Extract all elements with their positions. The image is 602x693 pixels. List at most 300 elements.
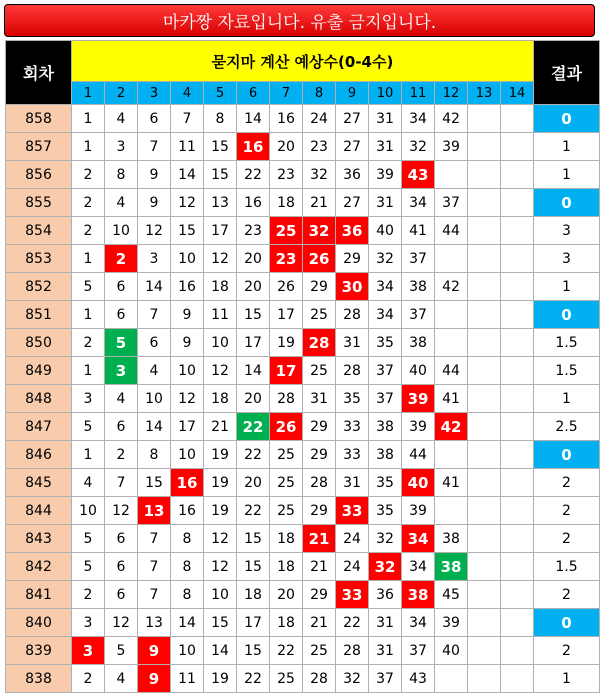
- number-cell: 5: [72, 553, 105, 581]
- number-cell: 17: [270, 301, 303, 329]
- number-cell: 39: [402, 413, 435, 441]
- number-cell: 41: [435, 385, 468, 413]
- result-cell: 3: [534, 245, 600, 273]
- result-cell: 1: [534, 385, 600, 413]
- number-cell: [501, 385, 534, 413]
- number-cell: 7: [138, 133, 171, 161]
- round-cell: 856: [6, 161, 72, 189]
- number-cell: 33: [336, 581, 369, 609]
- number-cell: 43: [402, 161, 435, 189]
- column-number-header: 4: [171, 82, 204, 105]
- number-cell: 37: [402, 245, 435, 273]
- number-cell: 36: [336, 217, 369, 245]
- table-row: [6, 581, 600, 609]
- number-cell: 39: [402, 497, 435, 525]
- number-cell: [468, 413, 501, 441]
- column-number-header: 7: [270, 82, 303, 105]
- number-cell: 3: [72, 385, 105, 413]
- number-cell: 2: [105, 441, 138, 469]
- number-cell: 25: [270, 469, 303, 497]
- number-cell: 41: [435, 469, 468, 497]
- number-cell: 32: [303, 161, 336, 189]
- round-cell: 852: [6, 273, 72, 301]
- number-cell: 5: [105, 637, 138, 665]
- number-cell: 40: [402, 357, 435, 385]
- column-number-header: 11: [402, 82, 435, 105]
- result-cell: 1: [534, 161, 600, 189]
- number-cell: 14: [204, 637, 237, 665]
- number-cell: 17: [204, 217, 237, 245]
- number-cell: [501, 665, 534, 693]
- number-cell: [468, 553, 501, 581]
- number-cell: 16: [171, 469, 204, 497]
- number-cell: 15: [171, 217, 204, 245]
- number-cell: 9: [138, 189, 171, 217]
- number-cell: 12: [204, 245, 237, 273]
- number-cell: 30: [336, 273, 369, 301]
- number-cell: 6: [138, 105, 171, 133]
- number-cell: 21: [204, 413, 237, 441]
- column-number-header: 5: [204, 82, 237, 105]
- result-cell: 0: [534, 609, 600, 637]
- number-cell: 38: [402, 581, 435, 609]
- table-row: [6, 329, 600, 357]
- table-row: [6, 105, 600, 133]
- number-cell: 18: [204, 385, 237, 413]
- number-cell: [435, 161, 468, 189]
- number-cell: [501, 553, 534, 581]
- number-cell: 31: [369, 133, 402, 161]
- number-cell: 21: [303, 189, 336, 217]
- round-cell: 839: [6, 637, 72, 665]
- number-cell: 33: [336, 497, 369, 525]
- number-cell: 2: [72, 217, 105, 245]
- number-cell: 34: [369, 273, 402, 301]
- number-cell: 32: [336, 665, 369, 693]
- number-cell: 22: [237, 665, 270, 693]
- number-cell: [435, 665, 468, 693]
- number-cell: 15: [237, 525, 270, 553]
- number-cell: 25: [303, 301, 336, 329]
- number-cell: 27: [336, 189, 369, 217]
- result-cell: 2: [534, 469, 600, 497]
- round-cell: 841: [6, 581, 72, 609]
- number-cell: 19: [270, 329, 303, 357]
- number-cell: 10: [171, 441, 204, 469]
- number-cell: 23: [270, 161, 303, 189]
- number-cell: [501, 581, 534, 609]
- number-cell: 6: [105, 301, 138, 329]
- number-cell: 18: [237, 581, 270, 609]
- number-cell: [468, 301, 501, 329]
- number-cell: 10: [171, 357, 204, 385]
- number-cell: 29: [303, 581, 336, 609]
- number-cell: 39: [435, 133, 468, 161]
- number-cell: 23: [303, 133, 336, 161]
- number-cell: 35: [369, 497, 402, 525]
- number-cell: 19: [204, 469, 237, 497]
- prediction-table: [5, 40, 600, 693]
- number-cell: 20: [270, 581, 303, 609]
- table-row: [6, 413, 600, 441]
- number-cell: 25: [303, 637, 336, 665]
- number-cell: [468, 357, 501, 385]
- number-cell: 8: [171, 525, 204, 553]
- column-number-header: 10: [369, 82, 402, 105]
- number-cell: 17: [237, 329, 270, 357]
- number-cell: 37: [369, 665, 402, 693]
- number-cell: 15: [237, 637, 270, 665]
- number-cell: 32: [369, 525, 402, 553]
- number-cell: [468, 469, 501, 497]
- number-cell: [435, 301, 468, 329]
- number-cell: 38: [435, 525, 468, 553]
- number-cell: 4: [72, 469, 105, 497]
- number-cell: 37: [435, 189, 468, 217]
- round-cell: 855: [6, 189, 72, 217]
- number-cell: 20: [237, 385, 270, 413]
- round-cell: 857: [6, 133, 72, 161]
- round-cell: 853: [6, 245, 72, 273]
- number-cell: 34: [402, 525, 435, 553]
- number-cell: 8: [204, 105, 237, 133]
- number-cell: 37: [369, 385, 402, 413]
- number-cell: 2: [72, 189, 105, 217]
- number-cell: 44: [435, 217, 468, 245]
- round-cell: 851: [6, 301, 72, 329]
- number-cell: 5: [72, 273, 105, 301]
- title-banner: 마카짱 자료입니다. 유출 금지입니다.: [4, 4, 595, 37]
- number-cell: 5: [72, 413, 105, 441]
- round-cell: 848: [6, 385, 72, 413]
- number-cell: [501, 525, 534, 553]
- number-cell: 17: [237, 609, 270, 637]
- number-cell: 8: [171, 581, 204, 609]
- number-cell: 5: [105, 329, 138, 357]
- number-cell: 18: [270, 609, 303, 637]
- number-cell: 28: [303, 469, 336, 497]
- number-cell: 2: [72, 581, 105, 609]
- number-cell: 9: [171, 301, 204, 329]
- number-cell: 35: [336, 385, 369, 413]
- number-cell: 32: [369, 553, 402, 581]
- number-cell: 22: [237, 497, 270, 525]
- number-cell: [468, 161, 501, 189]
- result-cell: 0: [534, 105, 600, 133]
- number-cell: 38: [402, 329, 435, 357]
- round-cell: 850: [6, 329, 72, 357]
- number-cell: [468, 133, 501, 161]
- number-cell: 28: [336, 357, 369, 385]
- number-cell: 16: [171, 497, 204, 525]
- number-cell: 1: [72, 441, 105, 469]
- number-cell: 8: [105, 161, 138, 189]
- number-cell: 19: [204, 441, 237, 469]
- number-cell: 7: [138, 525, 171, 553]
- number-cell: 7: [171, 105, 204, 133]
- number-cell: 21: [303, 609, 336, 637]
- number-cell: 27: [336, 133, 369, 161]
- number-cell: 42: [435, 273, 468, 301]
- number-cell: 10: [171, 245, 204, 273]
- number-cell: [468, 273, 501, 301]
- number-cell: 19: [204, 665, 237, 693]
- number-cell: 14: [138, 273, 171, 301]
- number-cell: [501, 329, 534, 357]
- number-cell: 23: [237, 217, 270, 245]
- number-cell: [501, 273, 534, 301]
- number-cell: [501, 217, 534, 245]
- table-row: [6, 245, 600, 273]
- number-cell: [501, 357, 534, 385]
- result-cell: 1: [534, 665, 600, 693]
- table-row: [6, 385, 600, 413]
- number-cell: 6: [105, 273, 138, 301]
- number-cell: 19: [204, 497, 237, 525]
- number-cell: 28: [303, 329, 336, 357]
- number-cell: 6: [105, 581, 138, 609]
- number-cell: 42: [435, 413, 468, 441]
- number-cell: 12: [171, 385, 204, 413]
- number-cell: 29: [303, 497, 336, 525]
- number-cell: 18: [270, 553, 303, 581]
- result-cell: 2.5: [534, 413, 600, 441]
- number-cell: 29: [303, 441, 336, 469]
- result-cell: 2: [534, 637, 600, 665]
- number-cell: 12: [204, 525, 237, 553]
- number-cell: 13: [138, 497, 171, 525]
- number-cell: [501, 301, 534, 329]
- number-cell: [501, 245, 534, 273]
- number-cell: 34: [402, 189, 435, 217]
- number-cell: [501, 413, 534, 441]
- number-cell: 18: [270, 525, 303, 553]
- number-cell: 15: [237, 553, 270, 581]
- number-cell: 4: [105, 105, 138, 133]
- number-cell: 31: [369, 189, 402, 217]
- number-cell: 45: [435, 581, 468, 609]
- number-cell: 7: [138, 553, 171, 581]
- number-cell: 23: [270, 245, 303, 273]
- column-number-header: 9: [336, 82, 369, 105]
- number-cell: 18: [270, 189, 303, 217]
- number-cell: 28: [270, 385, 303, 413]
- number-cell: 25: [303, 357, 336, 385]
- number-cell: 1: [72, 301, 105, 329]
- table-row: [6, 273, 600, 301]
- number-cell: [468, 581, 501, 609]
- round-cell: 854: [6, 217, 72, 245]
- round-cell: 849: [6, 357, 72, 385]
- number-cell: [468, 245, 501, 273]
- number-cell: [468, 441, 501, 469]
- number-cell: [468, 105, 501, 133]
- table-body: [6, 105, 600, 693]
- number-cell: [468, 497, 501, 525]
- number-cell: [468, 329, 501, 357]
- number-cell: 1: [72, 105, 105, 133]
- number-cell: 7: [105, 469, 138, 497]
- number-cell: 10: [105, 217, 138, 245]
- number-cell: 29: [303, 273, 336, 301]
- number-cell: 20: [237, 469, 270, 497]
- number-cell: 32: [303, 217, 336, 245]
- column-number-header: 14: [501, 82, 534, 105]
- number-cell: 38: [402, 273, 435, 301]
- number-cell: 8: [138, 441, 171, 469]
- number-cell: 16: [171, 273, 204, 301]
- table-row: [6, 497, 600, 525]
- number-cell: 10: [171, 637, 204, 665]
- number-cell: [501, 105, 534, 133]
- number-cell: 14: [138, 413, 171, 441]
- number-cell: 26: [303, 245, 336, 273]
- round-cell: 838: [6, 665, 72, 693]
- number-cell: 31: [369, 637, 402, 665]
- number-cell: [468, 637, 501, 665]
- number-cell: 14: [171, 609, 204, 637]
- table-row: [6, 133, 600, 161]
- result-cell: 1: [534, 273, 600, 301]
- number-cell: 38: [435, 553, 468, 581]
- number-cell: [468, 217, 501, 245]
- number-cell: 6: [105, 553, 138, 581]
- number-cell: 28: [303, 665, 336, 693]
- number-cell: 44: [402, 441, 435, 469]
- number-cell: [435, 245, 468, 273]
- number-cell: 29: [303, 413, 336, 441]
- number-cell: 14: [237, 105, 270, 133]
- number-cell: 25: [270, 217, 303, 245]
- number-cell: 31: [303, 385, 336, 413]
- number-cell: 35: [369, 329, 402, 357]
- table-row: [6, 441, 600, 469]
- column-number-header: 1: [72, 82, 105, 105]
- number-cell: 1: [72, 133, 105, 161]
- number-cell: 31: [369, 609, 402, 637]
- number-cell: 24: [336, 553, 369, 581]
- number-cell: 12: [105, 497, 138, 525]
- round-cell: 845: [6, 469, 72, 497]
- number-cell: [501, 133, 534, 161]
- number-cell: 33: [336, 413, 369, 441]
- number-cell: 41: [402, 217, 435, 245]
- number-cell: 17: [270, 357, 303, 385]
- number-cell: 12: [171, 189, 204, 217]
- number-cell: 3: [72, 609, 105, 637]
- number-cell: 3: [105, 133, 138, 161]
- number-cell: 13: [204, 189, 237, 217]
- number-cell: [468, 189, 501, 217]
- column-number-header: 2: [105, 82, 138, 105]
- number-cell: 8: [171, 553, 204, 581]
- table-row: [6, 609, 600, 637]
- number-cell: 16: [270, 105, 303, 133]
- number-cell: 12: [138, 217, 171, 245]
- number-cell: 33: [336, 441, 369, 469]
- column-number-header: 13: [468, 82, 501, 105]
- number-cell: 25: [270, 497, 303, 525]
- table-row: [6, 189, 600, 217]
- number-cell: 20: [270, 133, 303, 161]
- number-cell: 29: [336, 245, 369, 273]
- number-cell: [501, 497, 534, 525]
- number-cell: 36: [369, 581, 402, 609]
- number-cell: 36: [336, 161, 369, 189]
- column-number-header: 6: [237, 82, 270, 105]
- number-cell: 25: [270, 441, 303, 469]
- number-cell: [501, 189, 534, 217]
- number-cell: 39: [402, 385, 435, 413]
- number-cell: 28: [336, 637, 369, 665]
- round-cell: 842: [6, 553, 72, 581]
- number-cell: 4: [105, 665, 138, 693]
- number-cell: 20: [237, 245, 270, 273]
- round-cell: 840: [6, 609, 72, 637]
- number-cell: 16: [237, 133, 270, 161]
- number-cell: 12: [204, 553, 237, 581]
- number-cell: 40: [435, 637, 468, 665]
- number-cell: 31: [336, 469, 369, 497]
- number-cell: 2: [72, 161, 105, 189]
- result-cell: 1.5: [534, 553, 600, 581]
- number-cell: 37: [369, 357, 402, 385]
- number-cell: 24: [336, 525, 369, 553]
- number-cell: [501, 441, 534, 469]
- result-cell: 1.5: [534, 329, 600, 357]
- number-cell: 15: [138, 469, 171, 497]
- number-cell: 32: [402, 133, 435, 161]
- number-cell: 44: [435, 357, 468, 385]
- number-cell: 6: [138, 329, 171, 357]
- table-row: [6, 217, 600, 245]
- number-cell: 34: [402, 105, 435, 133]
- round-cell: 843: [6, 525, 72, 553]
- number-cell: 5: [72, 525, 105, 553]
- column-number-header: 3: [138, 82, 171, 105]
- number-cell: [501, 469, 534, 497]
- number-cell: 22: [237, 441, 270, 469]
- number-cell: 4: [105, 385, 138, 413]
- number-cell: [501, 609, 534, 637]
- table-row: [6, 553, 600, 581]
- number-cell: 1: [72, 245, 105, 273]
- number-cell: 9: [138, 161, 171, 189]
- number-cell: 13: [138, 609, 171, 637]
- calc-header: 묻지마 계산 예상수(0-4수): [72, 41, 534, 82]
- number-cell: 3: [105, 357, 138, 385]
- result-cell: 0: [534, 189, 600, 217]
- number-cell: 35: [369, 469, 402, 497]
- number-cell: 11: [171, 665, 204, 693]
- result-cell: 1: [534, 133, 600, 161]
- number-cell: 7: [138, 301, 171, 329]
- number-cell: 3: [72, 637, 105, 665]
- column-number-header: 8: [303, 82, 336, 105]
- table-row: [6, 301, 600, 329]
- number-cell: [468, 665, 501, 693]
- number-cell: 40: [369, 217, 402, 245]
- number-cell: 21: [303, 525, 336, 553]
- number-cell: 34: [369, 301, 402, 329]
- number-cell: 2: [105, 245, 138, 273]
- number-cell: 16: [237, 189, 270, 217]
- number-cell: 1: [72, 357, 105, 385]
- number-cell: 4: [105, 189, 138, 217]
- number-cell: 15: [204, 609, 237, 637]
- number-cell: 22: [237, 161, 270, 189]
- number-cell: 9: [171, 329, 204, 357]
